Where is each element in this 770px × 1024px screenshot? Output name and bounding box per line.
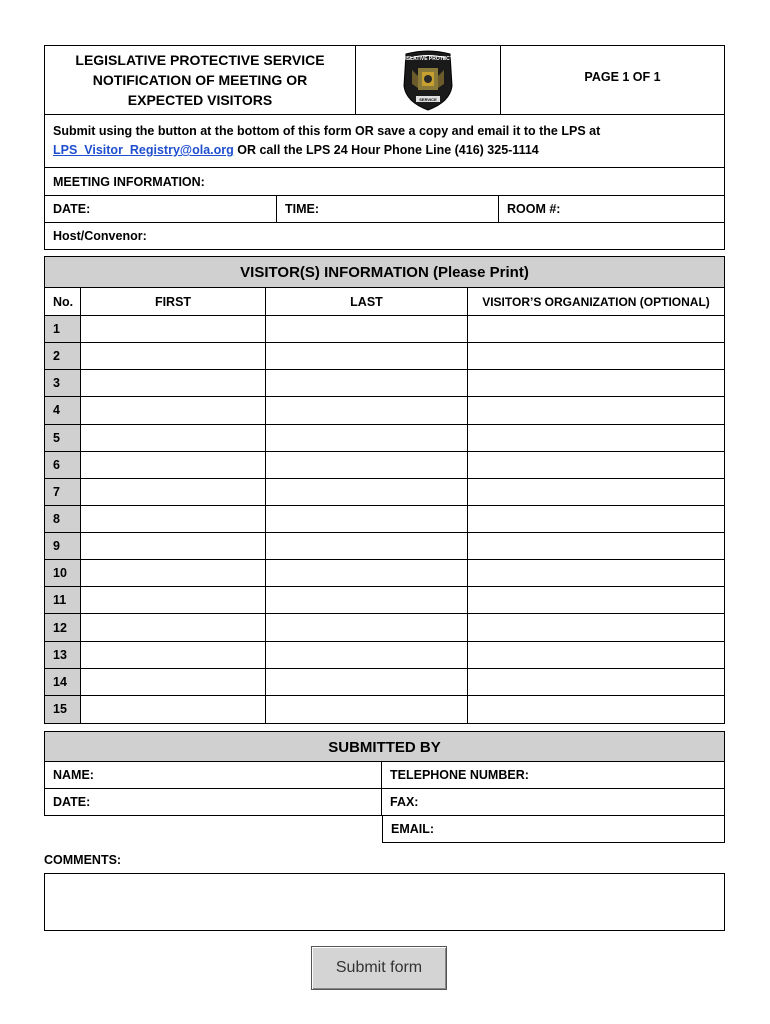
visitor-last-name-field[interactable] — [266, 397, 468, 423]
visitor-row — [45, 343, 724, 370]
title-line-3: EXPECTED VISITORS — [127, 92, 273, 108]
visitor-last-name-field[interactable] — [266, 560, 468, 586]
col-no: No. — [45, 288, 81, 315]
visitor-first-name-field[interactable] — [81, 533, 266, 559]
comments-label: COMMENTS: — [44, 853, 122, 867]
meeting-info-section — [44, 114, 725, 250]
visitor-row-number: 10 — [45, 560, 81, 586]
instructions — [45, 114, 724, 168]
visitors-title: VISITOR(S) INFORMATION (Please Print) — [45, 257, 724, 288]
visitor-row-number: 14 — [45, 669, 81, 695]
visitor-organization-field[interactable] — [468, 425, 724, 451]
logo-text-bottom: SERVICE — [419, 97, 437, 102]
instructions-line-1: Submit using the button at the bottom of this form OR save a copy and email it to the LPS at — [53, 124, 601, 138]
visitor-row-number: 1 — [45, 316, 81, 342]
visitor-organization-field[interactable] — [468, 669, 724, 695]
visitor-row — [45, 533, 724, 560]
meeting-date-field[interactable]: DATE: — [45, 196, 277, 222]
submitter-email-field[interactable]: EMAIL: — [382, 816, 725, 843]
submitted-by-section — [44, 731, 725, 846]
form-header — [44, 45, 725, 115]
visitor-row — [45, 669, 724, 696]
visitor-last-name-field[interactable] — [266, 614, 468, 640]
page-number: PAGE 1 OF 1 — [584, 70, 661, 84]
lps-badge-icon — [356, 46, 501, 114]
visitor-last-name-field[interactable] — [266, 587, 468, 613]
submitter-fax-field[interactable]: FAX: — [382, 789, 725, 816]
visitor-first-name-field[interactable] — [81, 479, 266, 505]
visitor-row — [45, 560, 724, 587]
visitor-row — [45, 506, 724, 533]
submitter-date-field[interactable]: DATE: — [44, 789, 382, 816]
submitter-telephone-field[interactable]: TELEPHONE NUMBER: — [382, 762, 725, 789]
host-convenor-field[interactable]: Host/Convenor: — [53, 229, 147, 243]
visitor-first-name-field[interactable] — [81, 614, 266, 640]
instructions-line-2 — [53, 141, 716, 160]
visitor-row — [45, 397, 724, 424]
visitor-row-number: 7 — [45, 479, 81, 505]
visitor-row — [45, 642, 724, 669]
visitor-organization-field[interactable] — [468, 316, 724, 342]
visitor-organization-field[interactable] — [468, 533, 724, 559]
visitor-organization-field[interactable] — [468, 560, 724, 586]
visitor-last-name-field[interactable] — [266, 425, 468, 451]
title-line-2: NOTIFICATION OF MEETING OR — [92, 72, 308, 88]
visitor-last-name-field[interactable] — [266, 669, 468, 695]
col-organization: VISITOR’S ORGANIZATION (OPTIONAL) — [482, 294, 710, 309]
visitor-first-name-field[interactable] — [81, 397, 266, 423]
meeting-time-field[interactable]: TIME: — [277, 196, 499, 222]
visitor-row — [45, 316, 724, 343]
comments-textarea[interactable] — [44, 873, 725, 931]
visitor-first-name-field[interactable] — [81, 316, 266, 342]
visitor-first-name-field[interactable] — [81, 642, 266, 668]
visitor-row — [45, 614, 724, 641]
visitor-organization-field[interactable] — [468, 343, 724, 369]
visitor-row-number: 3 — [45, 370, 81, 396]
logo-cell — [356, 46, 501, 114]
visitors-table — [44, 256, 725, 724]
col-first: FIRST — [81, 288, 266, 315]
visitor-last-name-field[interactable] — [266, 479, 468, 505]
visitor-row-number: 8 — [45, 506, 81, 532]
meeting-room-field[interactable]: ROOM #: — [507, 202, 561, 216]
visitors-column-header — [45, 288, 724, 316]
visitor-first-name-field[interactable] — [81, 343, 266, 369]
visitor-organization-field[interactable] — [468, 479, 724, 505]
visitor-row — [45, 696, 724, 723]
visitor-last-name-field[interactable] — [266, 370, 468, 396]
visitor-row — [45, 370, 724, 397]
visitor-first-name-field[interactable] — [81, 560, 266, 586]
visitor-first-name-field[interactable] — [81, 370, 266, 396]
visitor-row-number: 11 — [45, 587, 81, 613]
form-title — [45, 46, 356, 114]
visitor-row-number: 6 — [45, 452, 81, 478]
visitor-last-name-field[interactable] — [266, 452, 468, 478]
visitor-row-number: 2 — [45, 343, 81, 369]
visitor-last-name-field[interactable] — [266, 506, 468, 532]
visitor-row — [45, 587, 724, 614]
submit-form-button[interactable]: Submit form — [311, 946, 447, 990]
meeting-info-label: MEETING INFORMATION: — [53, 174, 205, 189]
visitor-organization-field[interactable] — [468, 452, 724, 478]
host-row — [45, 223, 724, 249]
visitor-row — [45, 425, 724, 452]
title-line-1: LEGISLATIVE PROTECTIVE SERVICE — [75, 52, 325, 68]
meeting-info-header-row — [45, 168, 724, 196]
visitor-row-number: 13 — [45, 642, 81, 668]
visitor-last-name-field[interactable] — [266, 533, 468, 559]
visitor-row — [45, 479, 724, 506]
logo-text-top: LEGISLATIVE PROTECTIVE — [395, 56, 461, 62]
phone-instructions: OR call the LPS 24 Hour Phone Line (416) 325-1114 — [233, 143, 539, 157]
visitor-row-number: 5 — [45, 425, 81, 451]
visitor-row-number: 4 — [45, 397, 81, 423]
visitor-first-name-field[interactable] — [81, 696, 266, 723]
visitor-row-number: 12 — [45, 614, 81, 640]
visitor-first-name-field[interactable] — [81, 587, 266, 613]
visitor-organization-field[interactable] — [468, 614, 724, 640]
registry-email-link[interactable]: LPS_Visitor_Registry@ola.org — [53, 143, 234, 157]
meeting-datetime-row — [45, 196, 724, 223]
visitor-organization-field[interactable] — [468, 642, 724, 668]
visitor-organization-field[interactable] — [468, 506, 724, 532]
visitor-first-name-field[interactable] — [81, 669, 266, 695]
visitor-organization-field[interactable] — [468, 370, 724, 396]
col-last: LAST — [266, 288, 468, 315]
visitor-last-name-field[interactable] — [266, 316, 468, 342]
visitor-last-name-field[interactable] — [266, 696, 468, 723]
visitor-organization-field[interactable] — [468, 397, 724, 423]
visitor-first-name-field[interactable] — [81, 425, 266, 451]
visitor-organization-field[interactable] — [468, 696, 724, 723]
visitor-row-number: 9 — [45, 533, 81, 559]
visitor-organization-field[interactable] — [468, 587, 724, 613]
visitor-first-name-field[interactable] — [81, 506, 266, 532]
visitor-last-name-field[interactable] — [266, 343, 468, 369]
visitor-row — [45, 452, 724, 479]
visitor-last-name-field[interactable] — [266, 642, 468, 668]
submitted-by-title: SUBMITTED BY — [44, 731, 725, 762]
visitor-row-number: 15 — [45, 696, 81, 723]
visitor-first-name-field[interactable] — [81, 452, 266, 478]
submitter-name-field[interactable]: NAME: — [44, 762, 382, 789]
